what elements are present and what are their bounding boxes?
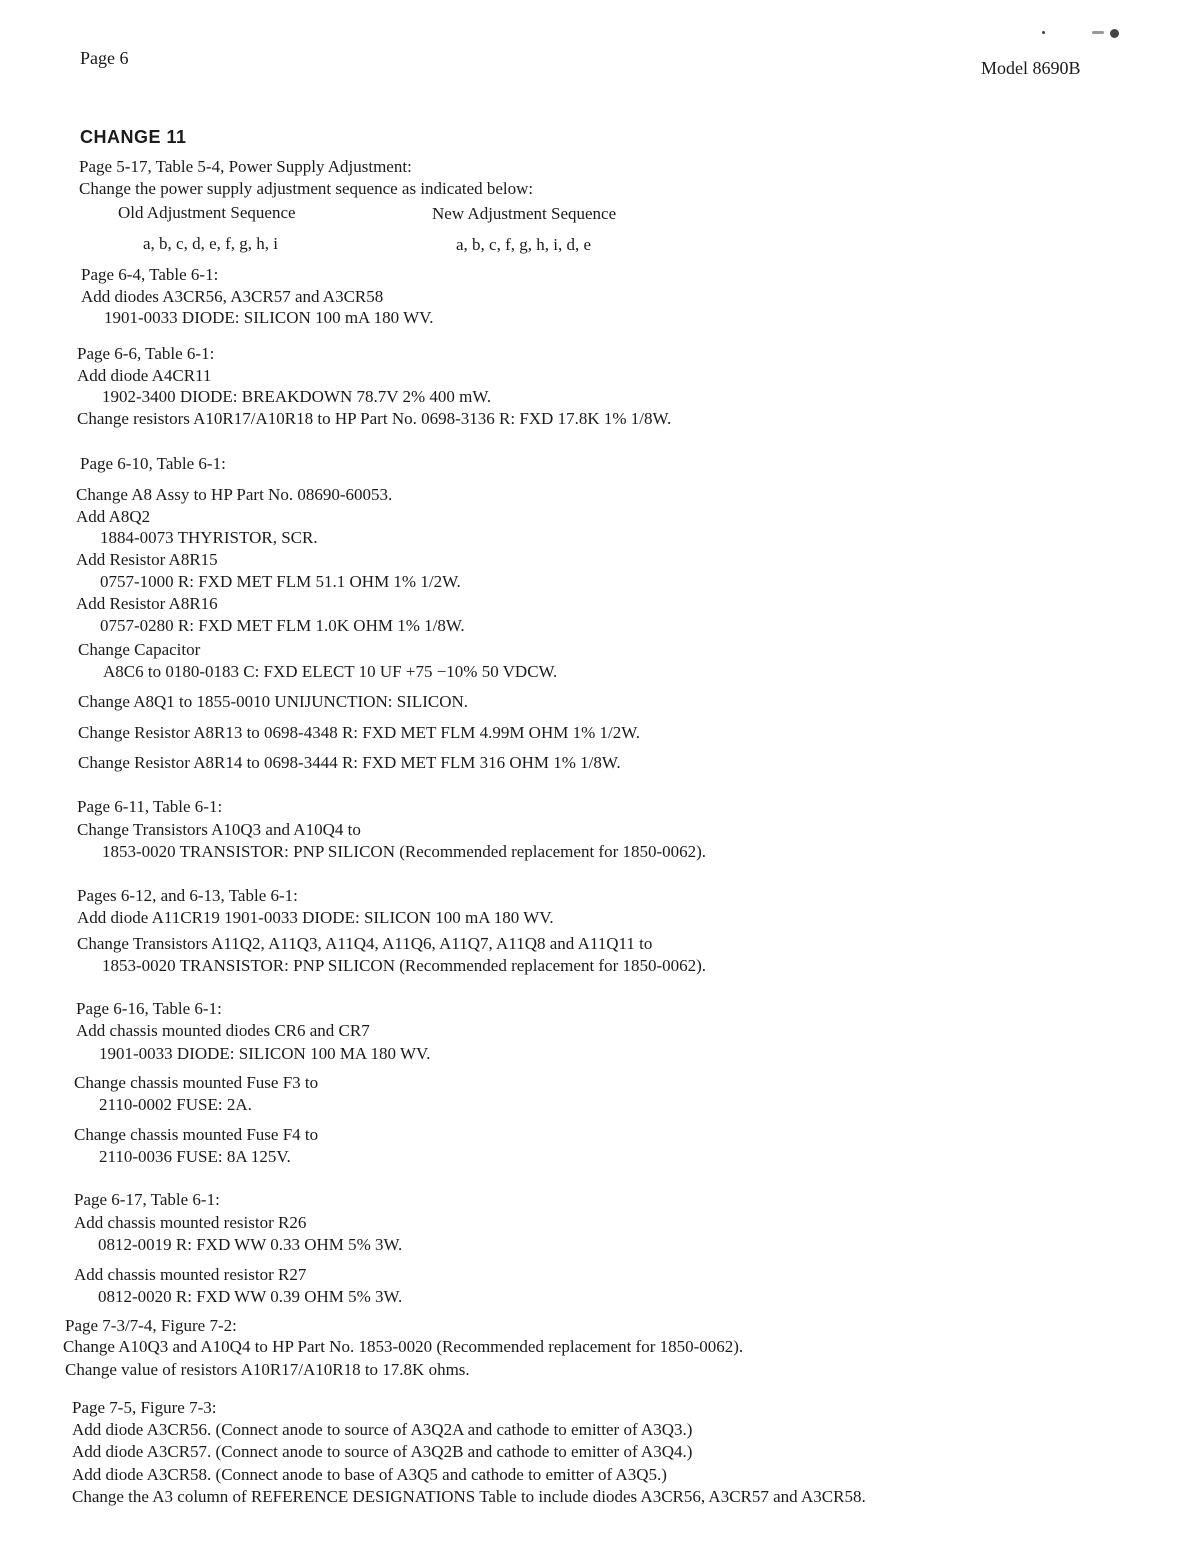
- change-line: Change A10Q3 and A10Q4 to HP Part No. 1853-0020 (Recommended replacement for 1850-0062).: [63, 1337, 744, 1356]
- section-reference: Page 6-4, Table 6-1:: [81, 265, 219, 284]
- part-line: 1902-3400 DIODE: BREAKDOWN 78.7V 2% 400 mW.: [102, 387, 492, 406]
- part-line: 0757-0280 R: FXD MET FLM 1.0K OHM 1% 1/8W.: [100, 616, 465, 635]
- part-line: 1853-0020 TRANSISTOR: PNP SILICON (Recommended replacement for 1850-0062).: [102, 842, 707, 861]
- change-line: Change Resistor A8R14 to 0698-3444 R: FXD MET FLM 316 OHM 1% 1/8W.: [78, 753, 621, 772]
- part-line: 1901-0033 DIODE: SILICON 100 MA 180 WV.: [99, 1044, 431, 1063]
- change-line: Add A8Q2: [76, 507, 151, 526]
- part-line: 0812-0019 R: FXD WW 0.33 OHM 5% 3W.: [98, 1235, 403, 1254]
- instruction-line: Change the power supply adjustment sequence as indicated below:: [79, 179, 534, 198]
- change-line: Add diode A3CR56. (Connect anode to source of A3Q2A and cathode to emitter of A3Q3.): [72, 1420, 693, 1439]
- section-reference: Page 6-10, Table 6-1:: [80, 454, 226, 473]
- section-reference: Page 5-17, Table 5-4, Power Supply Adjustment:: [79, 157, 412, 176]
- change-line: Change Transistors A11Q2, A11Q3, A11Q4, A11Q6, A11Q7, A11Q8 and A11Q11 to: [77, 934, 653, 953]
- part-line: 0812-0020 R: FXD WW 0.39 OHM 5% 3W.: [98, 1287, 403, 1306]
- change-line: Change Resistor A8R13 to 0698-4348 R: FXD MET FLM 4.99M OHM 1% 1/2W.: [78, 723, 640, 742]
- model-number: Model 8690B: [981, 58, 1081, 78]
- part-line: A8C6 to 0180-0183 C: FXD ELECT 10 UF +75 −10% 50 VDCW.: [103, 662, 558, 681]
- change-line: Change Transistors A10Q3 and A10Q4 to: [77, 820, 361, 839]
- section-reference: Page 7-5, Figure 7-3:: [72, 1398, 217, 1417]
- section-reference: Page 6-11, Table 6-1:: [77, 797, 223, 816]
- change-line: Add chassis mounted resistor R26: [74, 1213, 307, 1232]
- change-line: Change value of resistors A10R17/A10R18 to 17.8K ohms.: [65, 1360, 470, 1379]
- part-line: 2110-0002 FUSE: 2A.: [99, 1095, 252, 1114]
- change-line: Change A8 Assy to HP Part No. 08690-60053.: [76, 485, 393, 504]
- section-reference: Page 7-3/7-4, Figure 7-2:: [65, 1316, 237, 1335]
- change-line: Add chassis mounted diodes CR6 and CR7: [76, 1021, 370, 1040]
- change-line: Add chassis mounted resistor R27: [74, 1265, 307, 1284]
- new-sequence-value: a, b, c, f, g, h, i, d, e: [456, 235, 592, 254]
- part-line: 2110-0036 FUSE: 8A 125V.: [99, 1147, 291, 1166]
- section-reference: Page 6-17, Table 6-1:: [74, 1190, 220, 1209]
- section-reference: Pages 6-12, and 6-13, Table 6-1:: [77, 886, 298, 905]
- change-line: Add Resistor A8R16: [76, 594, 218, 613]
- part-line: 1884-0073 THYRISTOR, SCR.: [100, 528, 318, 547]
- change-line: Change chassis mounted Fuse F4 to: [74, 1125, 319, 1144]
- change-line: Add diodes A3CR56, A3CR57 and A3CR58: [81, 287, 384, 306]
- change-line: Change chassis mounted Fuse F3 to: [74, 1073, 319, 1092]
- part-line: 1901-0033 DIODE: SILICON 100 mA 180 WV.: [104, 308, 434, 327]
- old-sequence-value: a, b, c, d, e, f, g, h, i: [143, 234, 279, 253]
- change-line: Add diode A11CR19 1901-0033 DIODE: SILICON 100 mA 180 WV.: [77, 908, 554, 927]
- change-title: CHANGE 11: [80, 127, 187, 147]
- part-line: 0757-1000 R: FXD MET FLM 51.1 OHM 1% 1/2W.: [100, 572, 461, 591]
- section-reference: Page 6-16, Table 6-1:: [76, 999, 222, 1018]
- change-line: Change the A3 column of REFERENCE DESIGNATIONS Table to include diodes A3CR56, A3CR57 and A3CR58.: [72, 1487, 866, 1506]
- scan-mark: [1110, 29, 1119, 38]
- page-number: Page 6: [80, 48, 129, 68]
- scan-mark: [1042, 31, 1045, 34]
- change-line: Add diode A4CR11: [77, 366, 212, 385]
- change-line: Change resistors A10R17/A10R18 to HP Part No. 0698-3136 R: FXD 17.8K 1% 1/8W.: [77, 409, 672, 428]
- change-line: Change Capacitor: [78, 640, 201, 659]
- change-line: Add Resistor A8R15: [76, 550, 218, 569]
- section-reference: Page 6-6, Table 6-1:: [77, 344, 215, 363]
- part-line: 1853-0020 TRANSISTOR: PNP SILICON (Recommended replacement for 1850-0062).: [102, 956, 707, 975]
- change-line: Change A8Q1 to 1855-0010 UNIJUNCTION: SILICON.: [78, 692, 469, 711]
- change-line: Add diode A3CR57. (Connect anode to source of A3Q2B and cathode to emitter of A3Q4.): [72, 1442, 693, 1461]
- change-line: Add diode A3CR58. (Connect anode to base of A3Q5 and cathode to emitter of A3Q5.): [72, 1465, 667, 1484]
- scan-mark: [1092, 31, 1104, 34]
- new-sequence-header: New Adjustment Sequence: [432, 204, 617, 223]
- old-sequence-header: Old Adjustment Sequence: [118, 203, 296, 222]
